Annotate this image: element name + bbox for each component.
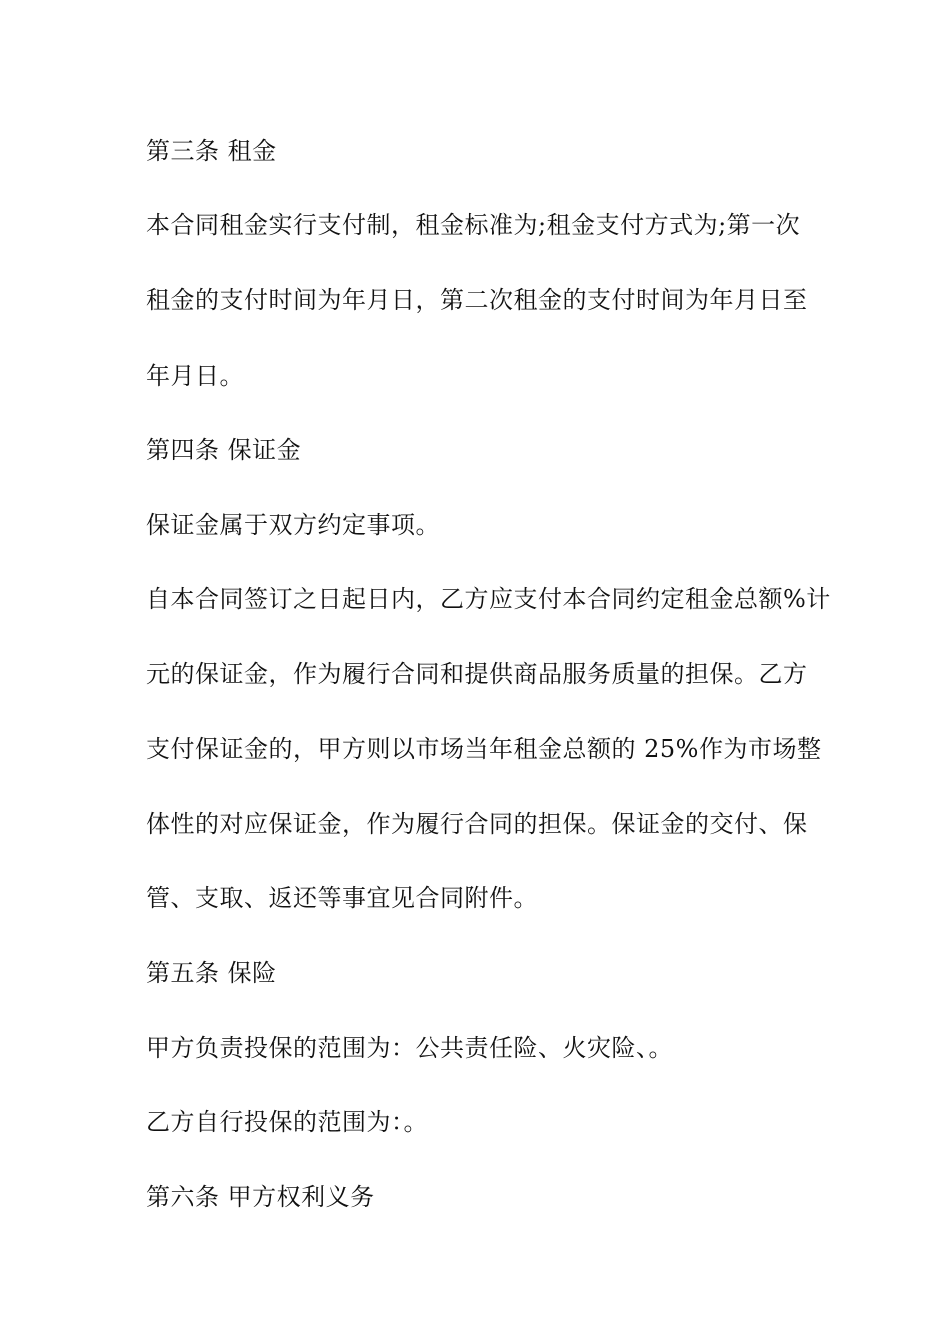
paragraph-line: 甲方负责投保的范围为：公共责任险、火灾险、。 <box>146 1034 673 1062</box>
article-6-heading: 第六条 甲方权利义务 <box>146 1183 375 1211</box>
paragraph-line: 保证金属于双方约定事项。 <box>146 511 440 539</box>
paragraph-line: 支付保证金的，甲方则以市场当年租金总额的 25%作为市场整 <box>146 735 822 763</box>
paragraph-line: 体性的对应保证金，作为履行合同的担保。保证金的交付、保 <box>146 810 808 838</box>
paragraph-line: 乙方自行投保的范围为：。 <box>146 1108 428 1136</box>
paragraph-line: 管、支取、返还等事宜见合同附件。 <box>146 884 538 912</box>
paragraph-line: 元的保证金，作为履行合同和提供商品服务质量的担保。乙方 <box>146 660 808 688</box>
article-4-heading: 第四条 保证金 <box>146 436 302 464</box>
paragraph-line: 本合同租金实行支付制，租金标准为;租金支付方式为;第一次 <box>146 211 801 239</box>
paragraph-line: 自本合同签订之日起日内，乙方应支付本合同约定租金总额%计 <box>146 585 831 613</box>
paragraph-line: 租金的支付时间为年月日，第二次租金的支付时间为年月日至 <box>146 286 808 314</box>
article-5-heading: 第五条 保险 <box>146 959 277 987</box>
article-3-heading: 第三条 租金 <box>146 137 277 165</box>
paragraph-line: 年月日。 <box>146 362 244 390</box>
